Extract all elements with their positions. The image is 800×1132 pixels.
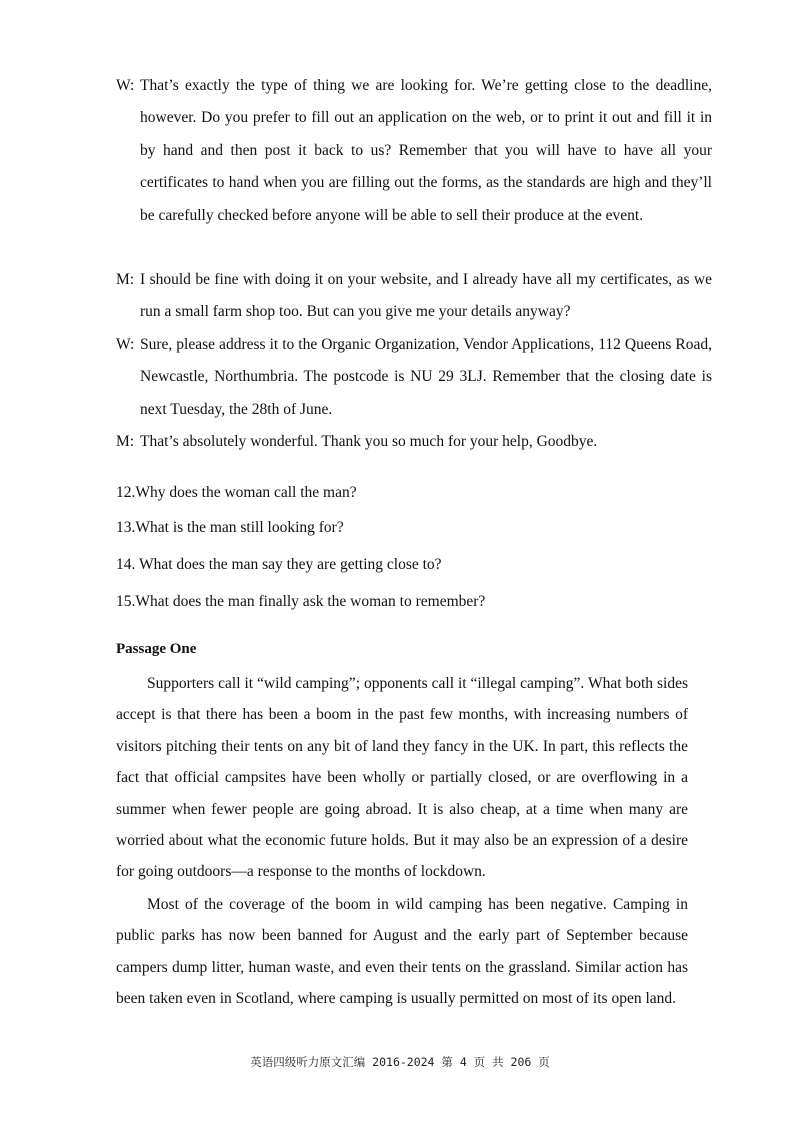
dialogue-line-4 — [116, 426, 712, 458]
passage-title: Passage One — [116, 641, 197, 657]
question-14: 14. What does the man say they are getting close to? — [116, 556, 442, 573]
dialogue-line-3 — [116, 329, 712, 426]
speaker-label: M: — [116, 271, 135, 288]
dialogue-text: Sure, please address it to the Organic Organization, Vendor Applications, 112 Queens Road, Newcastle, Northumbria. The postcode is NU 29 3LJ. Remember that the closing date is next Tuesday, the 28th of June. — [140, 336, 712, 418]
dialogue-text: That’s absolutely wonderful. Thank you so much for your help, Goodbye. — [140, 433, 598, 450]
question-13: 13.What is the man still looking for? — [116, 519, 344, 536]
dialogue-text: I should be fine with doing it on your website, and I already have all my certificates, as we run a small farm shop too. But can you give me your details anyway? — [140, 271, 712, 321]
question-15: 15.What does the man finally ask the woman to remember? — [116, 593, 486, 610]
passage-paragraph-1: Supporters call it “wild camping”; opponents call it “illegal camping”. What both sides accept is that there has been a boom in the past few months, with increasing numbers of visitors pitching their tents on any bit of land they fancy in the UK. In part, this reflects the fact that official campsites have been wholly or partially closed, or are overflowing in a summer when fewer people are going abroad. It is also cheap, at a time when many are worried about what the economic future holds. But it may also be an expression of a desire for going outdoors—a response to the months of lockdown. — [116, 675, 688, 881]
passage-paragraph-2: Most of the coverage of the boom in wild camping has been negative. Camping in public parks has now been banned for August and the early part of September because campers dump litter, human waste, and even their tents on the grassland. Similar action has been taken even in Scotland, where camping is usually permitted on most of its open land. — [116, 896, 688, 1008]
dialogue-line-1 — [116, 70, 712, 232]
question-12: 12.Why does the woman call the man? — [116, 484, 357, 501]
speaker-label: W: — [116, 77, 135, 94]
dialogue-text: That’s exactly the type of thing we are looking for. We’re getting close to the deadline, however. Do you prefer to fill out an application on the web, or to print it out and fill it in by hand and then post it back to us? Remember that you will have to have all your certificates to hand when you are filling out the forms, as the standards are high and they’ll be carefully checked before anyone will be able to sell their produce at the event. — [140, 77, 712, 224]
dialogue-line-2 — [116, 264, 712, 329]
speaker-label: W: — [116, 336, 135, 353]
speaker-label: M: — [116, 433, 135, 450]
page-footer: 英语四级听力原文汇编 2016-2024 第 4 页 共 206 页 — [250, 1055, 550, 1069]
